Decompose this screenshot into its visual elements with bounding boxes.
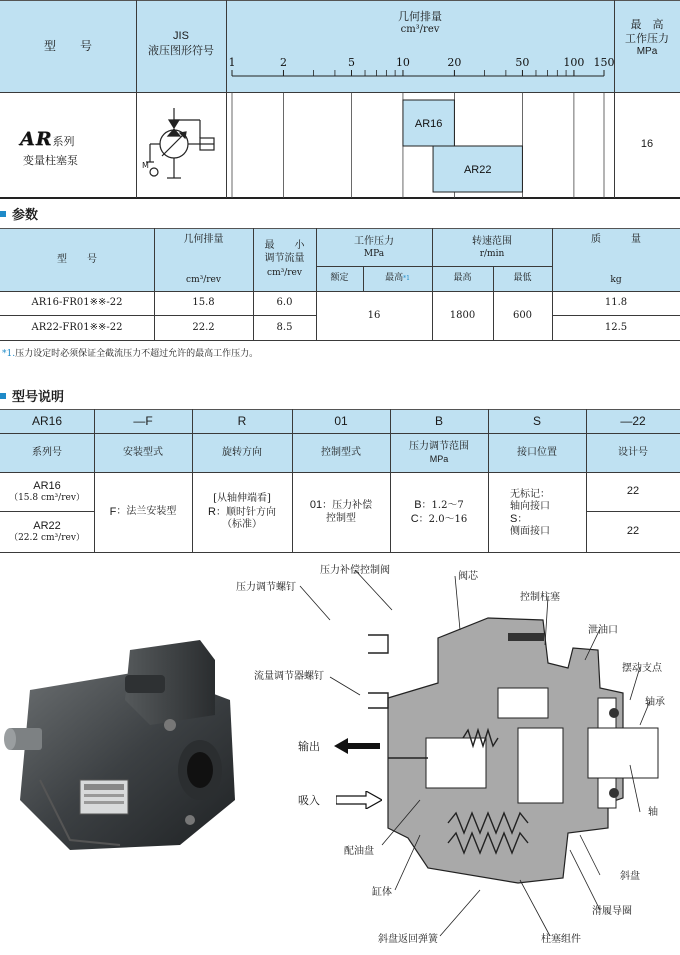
label-outlet: 输出 — [298, 740, 320, 753]
code-range-b-text: ：1.2～7 — [421, 499, 464, 511]
code-name-4 — [390, 434, 488, 472]
params-h-press-unit: MPa — [363, 248, 385, 259]
params-h-min-line2: 调节流量 — [264, 252, 305, 264]
svg-text:M: M — [142, 161, 149, 170]
top-col-press-line1: 最 高 — [630, 18, 664, 31]
displacement-log-scale — [226, 50, 614, 198]
label-piston-assy: 柱塞组件 — [541, 934, 581, 945]
code-series-2-sub: （22.2 cm³/rev） — [9, 533, 85, 544]
scale-tick-label: 5 — [347, 56, 355, 69]
label-comp-valve: 压力补偿控制阀 — [320, 565, 390, 576]
code-title: 型号说明 — [12, 390, 65, 405]
params-h-speed-title: 转速范围 — [472, 236, 512, 248]
code-port-s-colon: ： — [517, 514, 528, 525]
top-col-press-unit: MPa — [636, 45, 658, 57]
code-mount — [94, 473, 192, 552]
params-row1-model: AR16-FR01※※-22 — [31, 297, 123, 309]
params-h-speed-min: 最低 — [513, 272, 532, 283]
top-col-disp-unit: cm³/rev — [400, 23, 440, 35]
code-mount-text: ：法兰安装型 — [116, 506, 177, 518]
code-title-marker — [0, 393, 6, 399]
code-port-axial: 轴向接口 — [510, 501, 550, 512]
code-5: S — [532, 414, 541, 428]
label-press-screw: 压力调节螺钉 — [236, 582, 296, 593]
label-drain: 泄油口 — [588, 625, 618, 636]
label-pivot: 摆动支点 — [622, 663, 662, 674]
code-0: AR16 — [31, 414, 63, 428]
code-rot-line3: （标准） — [222, 519, 262, 531]
params-row2-min: 8.5 — [276, 321, 293, 333]
scale-tick-label: 100 — [563, 56, 585, 69]
params-note — [2, 346, 258, 359]
params-h-max-label: 最高 — [385, 272, 404, 283]
top-col-press-line2: 工作压力 — [625, 31, 669, 45]
code-range-c — [411, 513, 468, 527]
code-section-title — [0, 386, 64, 405]
params-h-mass-unit: kg — [610, 274, 622, 285]
code-ctrl-code: 01 — [309, 499, 323, 512]
code-port-s-line — [510, 513, 586, 526]
label-ctrl-piston: 控制柱塞 — [520, 592, 560, 603]
label-inlet: 吸入 — [298, 794, 320, 807]
params-note-star: *1. — [2, 349, 16, 359]
scale-tick-label: 20 — [447, 56, 462, 69]
code-range-b — [414, 499, 464, 513]
params-h-mass-title: 质 量 — [591, 234, 641, 245]
code-name-2: 旋转方向 — [222, 446, 262, 458]
code-name-4-text: 压力调节范围 — [409, 441, 469, 453]
code-design-1: 22 — [626, 485, 640, 498]
top-max-pressure: 16 — [640, 138, 654, 151]
top-col-model: 型 号 — [43, 38, 92, 53]
label-cylinder: 缸体 — [372, 887, 392, 898]
code-name-1: 安装型式 — [123, 446, 163, 458]
series-suffix: 系列 — [52, 135, 75, 148]
code-port-s: S — [510, 513, 518, 525]
code-mount-code: F — [109, 505, 117, 518]
scale-tick-label: 2 — [279, 56, 287, 69]
params-h-mass — [552, 234, 680, 286]
code-range-c-text: ：2.0～16 — [418, 513, 468, 525]
top-col-disp-line1: 几何排量 — [398, 9, 442, 23]
params-h-disp — [154, 234, 253, 286]
params-h-rated: 额定 — [330, 272, 349, 283]
displacement-bar-label: AR16 — [414, 118, 443, 130]
params-h-model: 型 号 — [57, 253, 97, 265]
code-series-1 — [0, 473, 94, 511]
label-valve-plate: 配油盘 — [344, 846, 374, 857]
params-h-min-unit: cm³/rev — [267, 268, 302, 279]
params-h-min — [253, 232, 316, 288]
params-h-press-title: 工作压力 — [354, 236, 394, 248]
params-row2-disp: 22.2 — [192, 321, 215, 333]
code-rot-text: ：顺时针方向 — [215, 506, 276, 518]
code-name-0: 系列号 — [32, 446, 62, 458]
code-ctrl-line2: 控制型 — [326, 513, 356, 525]
params-speed-min-shared: 600 — [512, 309, 533, 321]
top-col-jis-line1: JIS — [173, 30, 189, 43]
params-title: 参数 — [12, 208, 39, 223]
code-port-side: 侧面接口 — [510, 526, 550, 538]
label-shaft: 轴 — [648, 807, 658, 818]
code-name-4-unit: MPa — [429, 453, 449, 464]
code-series-2-name: AR22 — [33, 519, 61, 532]
params-h-speed-max: 最高 — [453, 272, 472, 283]
params-row1-min: 6.0 — [276, 297, 293, 309]
params-section-title — [0, 204, 38, 223]
params-speed-max-shared: 1800 — [449, 309, 476, 321]
params-h-speed — [432, 232, 552, 264]
code-series-1-sub: （15.8 cm³/rev） — [9, 493, 85, 504]
top-col-press — [614, 12, 680, 64]
label-return-spring: 斜盘返回弹簧 — [378, 934, 438, 945]
displacement-bar-label: AR22 — [463, 164, 492, 176]
code-name-6: 设计号 — [618, 446, 648, 458]
params-h-min-line1: 最 小 — [264, 240, 305, 252]
code-range-b-code: B — [414, 498, 422, 511]
code-3: 01 — [334, 414, 348, 428]
code-2: R — [237, 414, 247, 428]
scale-tick-label: 50 — [515, 56, 530, 69]
params-h-max-star: *1 — [403, 274, 410, 282]
scale-tick-label: 1 — [228, 56, 236, 69]
code-range — [390, 473, 488, 552]
code-range-c-code: C — [410, 512, 419, 525]
code-ctrl-line1 — [310, 499, 372, 513]
params-note-text: 压力设定时必须保证全截流压力不超过允许的最高工作压力。 — [15, 349, 259, 359]
params-row2-model: AR22-FR01※※-22 — [31, 321, 123, 333]
code-port-none: 无标记： — [510, 489, 550, 500]
params-h-max — [363, 266, 432, 291]
code-rotation — [192, 473, 292, 552]
scale-tick-label: 10 — [395, 56, 410, 69]
code-name-5: 接口位置 — [517, 446, 557, 458]
code-name-3: 控制型式 — [321, 446, 361, 458]
jis-hydraulic-symbol — [140, 100, 222, 192]
params-row2-mass: 12.5 — [604, 321, 628, 333]
top-col-jis — [136, 22, 226, 66]
params-h-press — [316, 232, 432, 264]
code-rot-line1: [从轴伸端看] — [213, 493, 271, 505]
series-logo: AR — [20, 128, 53, 150]
top-col-disp — [226, 6, 614, 40]
params-row1-mass: 11.8 — [604, 297, 628, 309]
series-name — [20, 128, 120, 168]
params-title-marker — [0, 211, 6, 217]
params-h-disp-unit: cm³/rev — [186, 274, 221, 285]
diagram-leader-lines — [0, 560, 680, 955]
label-bearing: 轴承 — [645, 697, 665, 708]
code-4: B — [434, 414, 443, 428]
params-row1-disp: 15.8 — [192, 297, 215, 309]
code-series-2 — [0, 512, 94, 552]
params-h-disp-title: 几何排量 — [183, 234, 224, 245]
label-flow-screw: 流量调节器螺钉 — [254, 671, 324, 682]
code-control — [292, 473, 390, 552]
label-spool: 阀芯 — [458, 571, 478, 582]
scale-tick-label: 150 — [593, 56, 614, 69]
params-pressure-shared: 16 — [367, 309, 381, 321]
series-desc: 变量柱塞泵 — [23, 154, 78, 167]
label-shoe-guide: 滑履导圈 — [592, 906, 632, 917]
top-col-jis-line2: 液压图形符号 — [148, 44, 214, 57]
code-port — [510, 489, 586, 538]
code-1: —F — [133, 414, 153, 428]
code-rot-line2 — [208, 506, 276, 520]
params-h-speed-unit: r/min — [479, 248, 505, 259]
code-ctrl-text: ：压力补偿 — [322, 500, 373, 512]
label-swash: 斜盘 — [620, 871, 640, 882]
code-series-1-name: AR16 — [33, 479, 61, 492]
code-rot-code: R — [208, 505, 216, 518]
code-6: —22 — [620, 414, 646, 428]
code-design-2: 22 — [626, 525, 640, 538]
